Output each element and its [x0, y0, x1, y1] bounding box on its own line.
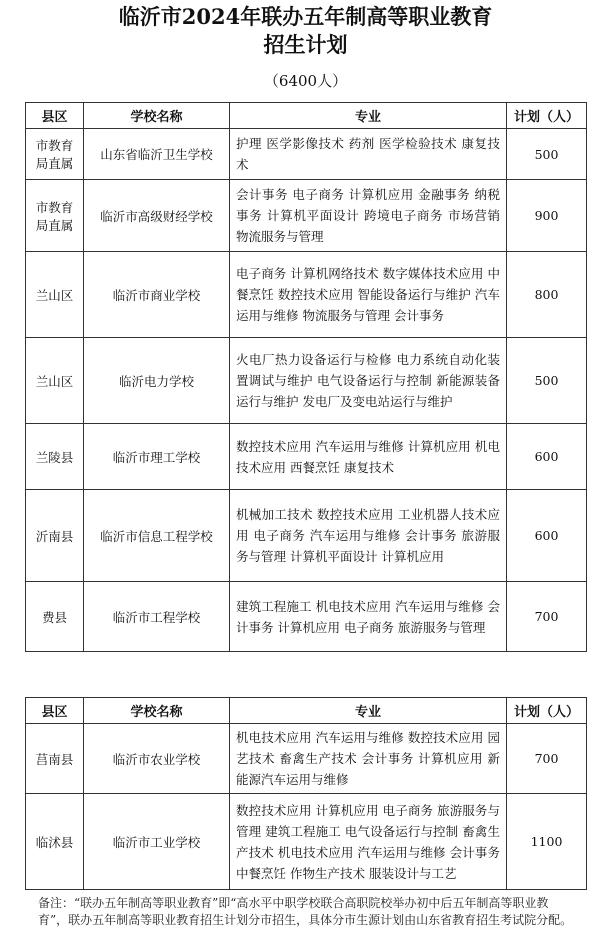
plan-cell: 800	[507, 252, 587, 338]
county-cell: 兰陵县	[26, 424, 84, 490]
school-cell: 山东省临沂卫生学校	[84, 129, 230, 180]
plan-cell: 500	[507, 129, 587, 180]
column-header-major: 专业	[230, 698, 507, 724]
enrollment-table-1	[25, 102, 587, 652]
column-header-school: 学校名称	[84, 103, 230, 129]
column-header-county: 县区	[26, 698, 84, 724]
plan-cell: 700	[507, 582, 587, 652]
column-header-county: 县区	[26, 103, 84, 129]
county-cell: 市教育局直属	[26, 129, 84, 180]
major-cell: 电子商务 计算机网络技术 数字媒体技术应用 中餐烹饪 数控技术应用 智能设备运行与维护 汽车运用与维修 物流服务与管理 会计事务	[230, 252, 507, 338]
table-row	[26, 252, 587, 338]
total-quota: （6400人）	[263, 72, 348, 90]
county-cell: 费县	[26, 582, 84, 652]
enrollment-table-2	[25, 697, 587, 890]
plan-cell: 600	[507, 424, 587, 490]
school-cell: 临沂市工程学校	[84, 582, 230, 652]
county-cell: 莒南县	[26, 724, 84, 794]
plan-cell: 1100	[507, 794, 587, 890]
column-header-school: 学校名称	[84, 698, 230, 724]
major-cell: 护理 医学影像技术 药剂 医学检验技术 康复技术	[230, 129, 507, 180]
column-header-major: 专业	[230, 103, 507, 129]
table-row	[26, 180, 587, 252]
school-cell: 临沂市农业学校	[84, 724, 230, 794]
table-row	[26, 724, 587, 794]
table-row	[26, 338, 587, 424]
school-cell: 临沂市商业学校	[84, 252, 230, 338]
county-cell: 兰山区	[26, 338, 84, 424]
county-cell: 市教育局直属	[26, 180, 84, 252]
table-row	[26, 490, 587, 582]
plan-cell: 500	[507, 338, 587, 424]
school-cell: 临沂市信息工程学校	[84, 490, 230, 582]
major-cell: 机电技术应用 汽车运用与维修 数控技术应用 园艺技术 畜禽生产技术 会计事务 计算机应用 新能源汽车运用与维修	[230, 724, 507, 794]
table-row	[26, 129, 587, 180]
column-header-plan: 计划（人）	[507, 103, 587, 129]
table-row	[26, 424, 587, 490]
major-cell: 火电厂热力设备运行与检修 电力系统自动化装置调试与维护 电气设备运行与控制 新能源装备运行与维护 发电厂及变电站运行与维护	[230, 338, 507, 424]
page-title: 临沂市2024年联办五年制高等职业教育	[118, 4, 493, 29]
county-cell: 临沭县	[26, 794, 84, 890]
school-cell: 临沂市理工学校	[84, 424, 230, 490]
footnote: 备注：“联办五年制高等职业教育”即“高水平中职学校联合高职院校举办初中后五年制高等职业教育”，联办五年制高等职业教育招生计划分市招生，具体分市生源计划由山东省教育招生考试院分配。	[38, 896, 573, 927]
county-cell: 兰山区	[26, 252, 84, 338]
plan-cell: 900	[507, 180, 587, 252]
county-cell: 沂南县	[26, 490, 84, 582]
major-cell: 数控技术应用 计算机应用 电子商务 旅游服务与管理 建筑工程施工 电气设备运行与控制 畜禽生产技术 机电技术应用 汽车运用与维修 会计事务 中餐烹饪 作物生产技术 服装设计与工艺	[230, 794, 507, 890]
table-row	[26, 794, 587, 890]
plan-cell: 600	[507, 490, 587, 582]
table-row	[26, 582, 587, 652]
major-cell: 会计事务 电子商务 计算机应用 金融事务 纳税事务 计算机平面设计 跨境电子商务 市场营销 物流服务与管理	[230, 180, 507, 252]
major-cell: 建筑工程施工 机电技术应用 汽车运用与维修 会计事务 计算机应用 电子商务 旅游服务与管理	[230, 582, 507, 652]
school-cell: 临沂电力学校	[84, 338, 230, 424]
major-cell: 机械加工技术 数控技术应用 工业机器人技术应用 电子商务 汽车运用与维修 会计事务 旅游服务与管理 计算机平面设计 计算机应用	[230, 490, 507, 582]
page-subtitle: 招生计划	[263, 32, 348, 57]
school-cell: 临沂市高级财经学校	[84, 180, 230, 252]
column-header-plan: 计划（人）	[507, 698, 587, 724]
plan-cell: 700	[507, 724, 587, 794]
school-cell: 临沂市工业学校	[84, 794, 230, 890]
major-cell: 数控技术应用 汽车运用与维修 计算机应用 机电技术应用 西餐烹饪 康复技术	[230, 424, 507, 490]
